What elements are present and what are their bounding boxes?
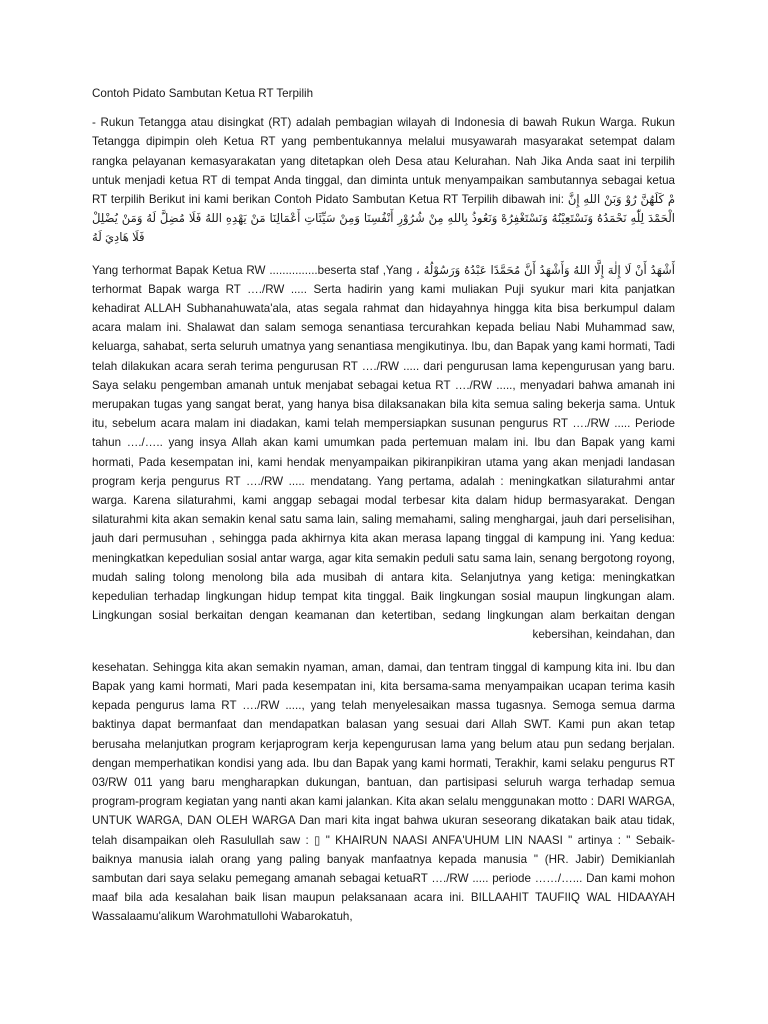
paragraph-speech-opening: أَشْهَدُ أَنْ لَا إِلٰهَ إِلَّا اللهُ وَأَشْهَدُ أَنَّ مُحَمَّدًا عَبْدُهُ وَرَسُوْلُهُ ، Yang terhormat Bapak Ketua RW ...............beserta staf ,Yang terhormat Bapak warga RT …./RW ..... Serta hadirin yang kami muliakan Puji syukur mari kita panjatkan kehadirat ALLAH Subhanahuwata'ala, atas segala rahmat dan hidayahnya hingga kita bisa berkumpul dalam acara malam ini. Shalawat dan salam semoga senantiasa tercurahkan kepada beliau Nabi Muhammad saw, keluarga, sahabat, serta seluruh umatnya yang senantiasa mengikutinya. Ibu, dan Bapak yang kami hormati, Tadi telah dilakukan acara serah terima pengurusan RT …./RW ..... dari pengurusan lama kepengurusan yang baru. Saya selaku pengemban amanah untuk menjabat sebagai ketua RT …./RW ....., menyadari bahwa amanah ini merupakan tugas yang sangat berat, yang hanya bisa dilaksanakan bila kita semua saling bekerja sama. Untuk itu, sebelum acara malam ini diadakan, kami telah mempersiapkan susunan pengurus RT …./RW ..... Periode tahun …./….. yang insya Allah akan kami umumkan pada pertemuan malam ini. Ibu dan Bapak yang kami hormati, Pada kesempatan ini, kami hendak menyampaikan pikiranpikiran utama yang akan menjadi landasan program kerja pengurus RT …./RW ..... mendatang. Yang pertama, adalah : meningkatkan silaturahmi antar warga. Karena silaturahmi, kami anggap sebagai modal terbesar kita dalam hidup bermasyarakat. Dengan silaturahmi kita akan semakin kenal satu sama lain, saling memahami, saling menghargai, jauh dari perselisihan, jauh dari permusuhan , sehingga pada akhirnya kita akan merasa lapang tinggal di kampung ini. Yang kedua: meningkatkan kepedulian sosial antar warga, agar kita semakin peduli satu sama lain, senang bergotong royong, mudah saling tolong menolong bila ada musibah di antara kita. Selanjutnya yang ketiga: meningkatkan kepedulian terhadap lingkungan hidup tempat kita tinggal. Baik lingkungan sosial maupun lingkungan alam. Lingkungan sosial berkaitan dengan keamanan dan ketertiban, sedang lingkungan alam berkaitan dengan kebersihan, keindahan, dan [92, 263, 675, 642]
document-body [92, 84, 675, 927]
paragraph-intro: - Rukun Tetangga atau disingkat (RT) adalah pembagian wilayah di Indonesia di bawah Rukun Warga. Rukun Tetangga dipimpin oleh Ketua RT yang pembentukannya melalui musyawarah masyarakat setempat dalam rangka pelayanan kemasyarakatan yang ditetapkan oleh Desa atau Kelurahan. Nah Jika Anda saat ini terpilih untuk menjadi ketua RT di tempat Anda tinggal, dan diminta untuk menyampaikan sambutannya sebagai ketua RT terpilih Berikut ini kami berikan Contoh Pidato Sambutan Ketua RT Terpilih dibawah ini: مْ كَلَهُنَّ رُوْ وَبَنْ اللهِ إِنَّ الْحَمْدَ لِلّٰهِ نَحْمَدُهُ وَنَسْتَعِيْنُهُ وَنَسْتَغْفِرُهْ وَنَعُوذُ بِاللهِ مِنْ شُرُوْرِ أَنْفُسِنَا وَمِنْ سَيِّئَاتِ أَعْمَالِنَا مَنْ يَهْدِهِ اللهُ فَلَا مُضِلَّ لَهُ وَمَنْ يُضْلِلْ فَلَا هَادِيَ لَهُ [92, 116, 676, 245]
document-title: Contoh Pidato Sambutan Ketua RT Terpilih [92, 87, 314, 100]
paragraph-speech-closing: kesehatan. Sehingga kita akan semakin nyaman, aman, damai, dan tentram tinggal di kampung kita ini. Ibu dan Bapak yang kami hormati, Mari pada kesempatan ini, kita bersama-sama menyampaikan ucapan terima kasih kepada pengurus lama RT …./RW ....., yang telah menyelesaikan massa tugasnya. Semoga semua darma baktinya dapat bermanfaat dan mendapatkan balasan yang sesuai dari Allah SWT. Kami pun akan tetap berusaha melanjutkan program kerjaprogram kerja kepengurusan lama yang belum atau pun sedang berjalan. dengan memperhatikan kondisi yang ada. Ibu dan Bapak yang kami hormati, Terakhir, kami selaku pengurus RT 03/RW 011 yang baru mengharapkan dukungan, bantuan, dan partisipasi seluruh warga terhadap semua program-program kegiatan yang nanti akan kami jalankan. Kita akan selalu menggunakan motto : DARI WARGA, UNTUK WARGA, DAN OLEH WARGA Dan mari kita ingat bahwa ukuran seseorang dikatakan baik atau tidak, telah disampaikan oleh Rasulullah saw : ▯ " KHAIRUN NAASI ANFA'UHUM LIN NAASI " artinya : " Sebaik-baiknya manusia ialah orang yang paling banyak manfaatnya kepada manusia " (HR. Jabir) Demikianlah sambutan dari saya selaku pemegang amanah sebagai ketuaRT …./RW ..... periode ……/…... Dan kami mohon maaf bila ada kesalahan baik lisan maupun pelaksanaan acara ini. BILLAAHIT TAUFIIQ WAL HIDAAYAH Wassalaamu'alikum Warohmatullohi Wabarokatuh, [92, 660, 675, 924]
